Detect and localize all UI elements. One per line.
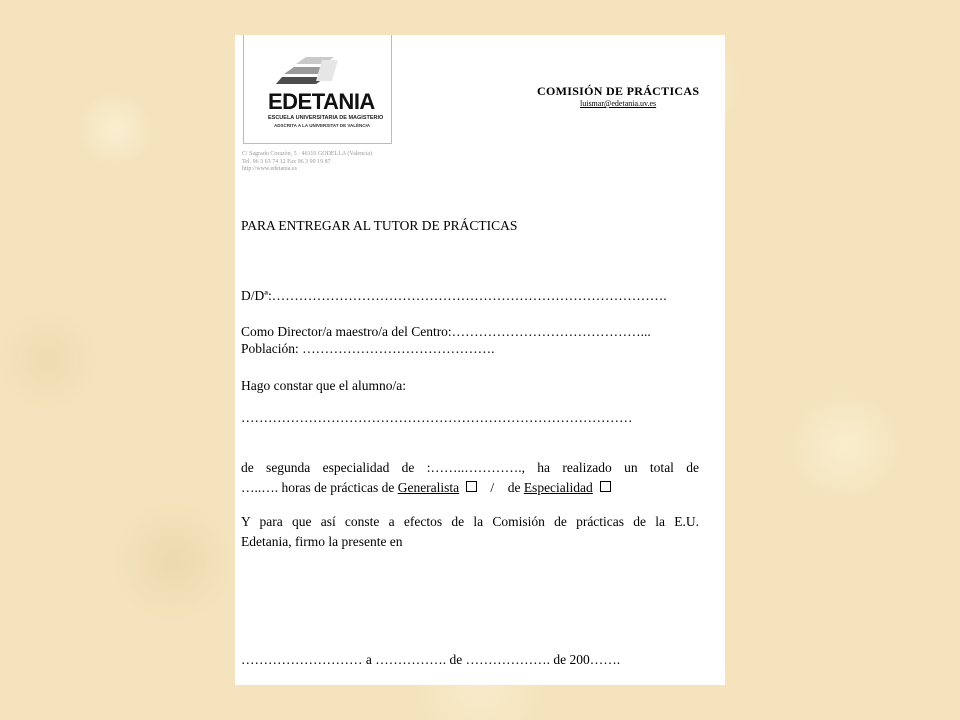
document-page xyxy=(235,35,725,685)
dd-name-line: D/Dª:……………………………………………………………………………. xyxy=(241,288,667,303)
slash-separator: / xyxy=(490,480,495,495)
school-address xyxy=(242,151,372,174)
specialty-paragraph xyxy=(241,458,699,498)
logo-wordmark: EDETANIA xyxy=(268,89,375,114)
address-line-3: http://www.edetania.es xyxy=(242,166,297,172)
poblacion-line: Población: ……………………………………. xyxy=(241,341,495,356)
especialidad-checkbox[interactable] xyxy=(600,481,611,492)
de-label: de xyxy=(507,480,521,495)
hago-constar-line: Hago constar que el alumno/a: xyxy=(241,378,406,393)
specialty-line-1: de segunda especialidad de :……..…………., ha realizado un total de xyxy=(241,460,699,475)
edetania-logo xyxy=(243,35,392,144)
student-name-dots: …………………………………………………………………………… xyxy=(241,410,633,425)
hours-line xyxy=(241,478,699,498)
director-line: Como Director/a maestro/a del Centro:……………………………………... xyxy=(241,324,651,339)
generalista-checkbox[interactable] xyxy=(466,481,477,492)
constancia-line-2: Edetania, firmo la presente en xyxy=(241,534,403,549)
generalista-label: Generalista xyxy=(397,480,460,495)
constancia-paragraph xyxy=(241,512,699,552)
commission-title: COMISIÓN DE PRÁCTICAS xyxy=(537,84,700,98)
hours-prefix: …..…. horas de prácticas de xyxy=(241,480,398,495)
document-heading: PARA ENTREGAR AL TUTOR DE PRÁCTICAS xyxy=(241,218,518,233)
address-line-1: C/ Sagrado Corazón, 5 · 46110 GODELLA (Valencia) xyxy=(242,151,373,157)
commission-email: luismar@edetania.uv.es xyxy=(580,99,657,108)
constancia-line-1: Y para que así conste a efectos de la Comisión de prácticas de la E.U. xyxy=(241,514,699,529)
logo-subtitle-2: ADSCRITA A LA UNIVERSITAT DE VALÈNCIA xyxy=(274,123,370,128)
logo-subtitle-1: ESCUELA UNIVERSITARIA DE MAGISTERIO xyxy=(268,115,384,121)
address-line-2: Tel. 96 3 63 74 12 Fax 96 3 90 19 87 xyxy=(242,158,331,165)
especialidad-label: Especialidad xyxy=(523,480,593,495)
signature-place-date-line: ……………………… a ……………. de ………………. de 200……. xyxy=(241,652,621,667)
